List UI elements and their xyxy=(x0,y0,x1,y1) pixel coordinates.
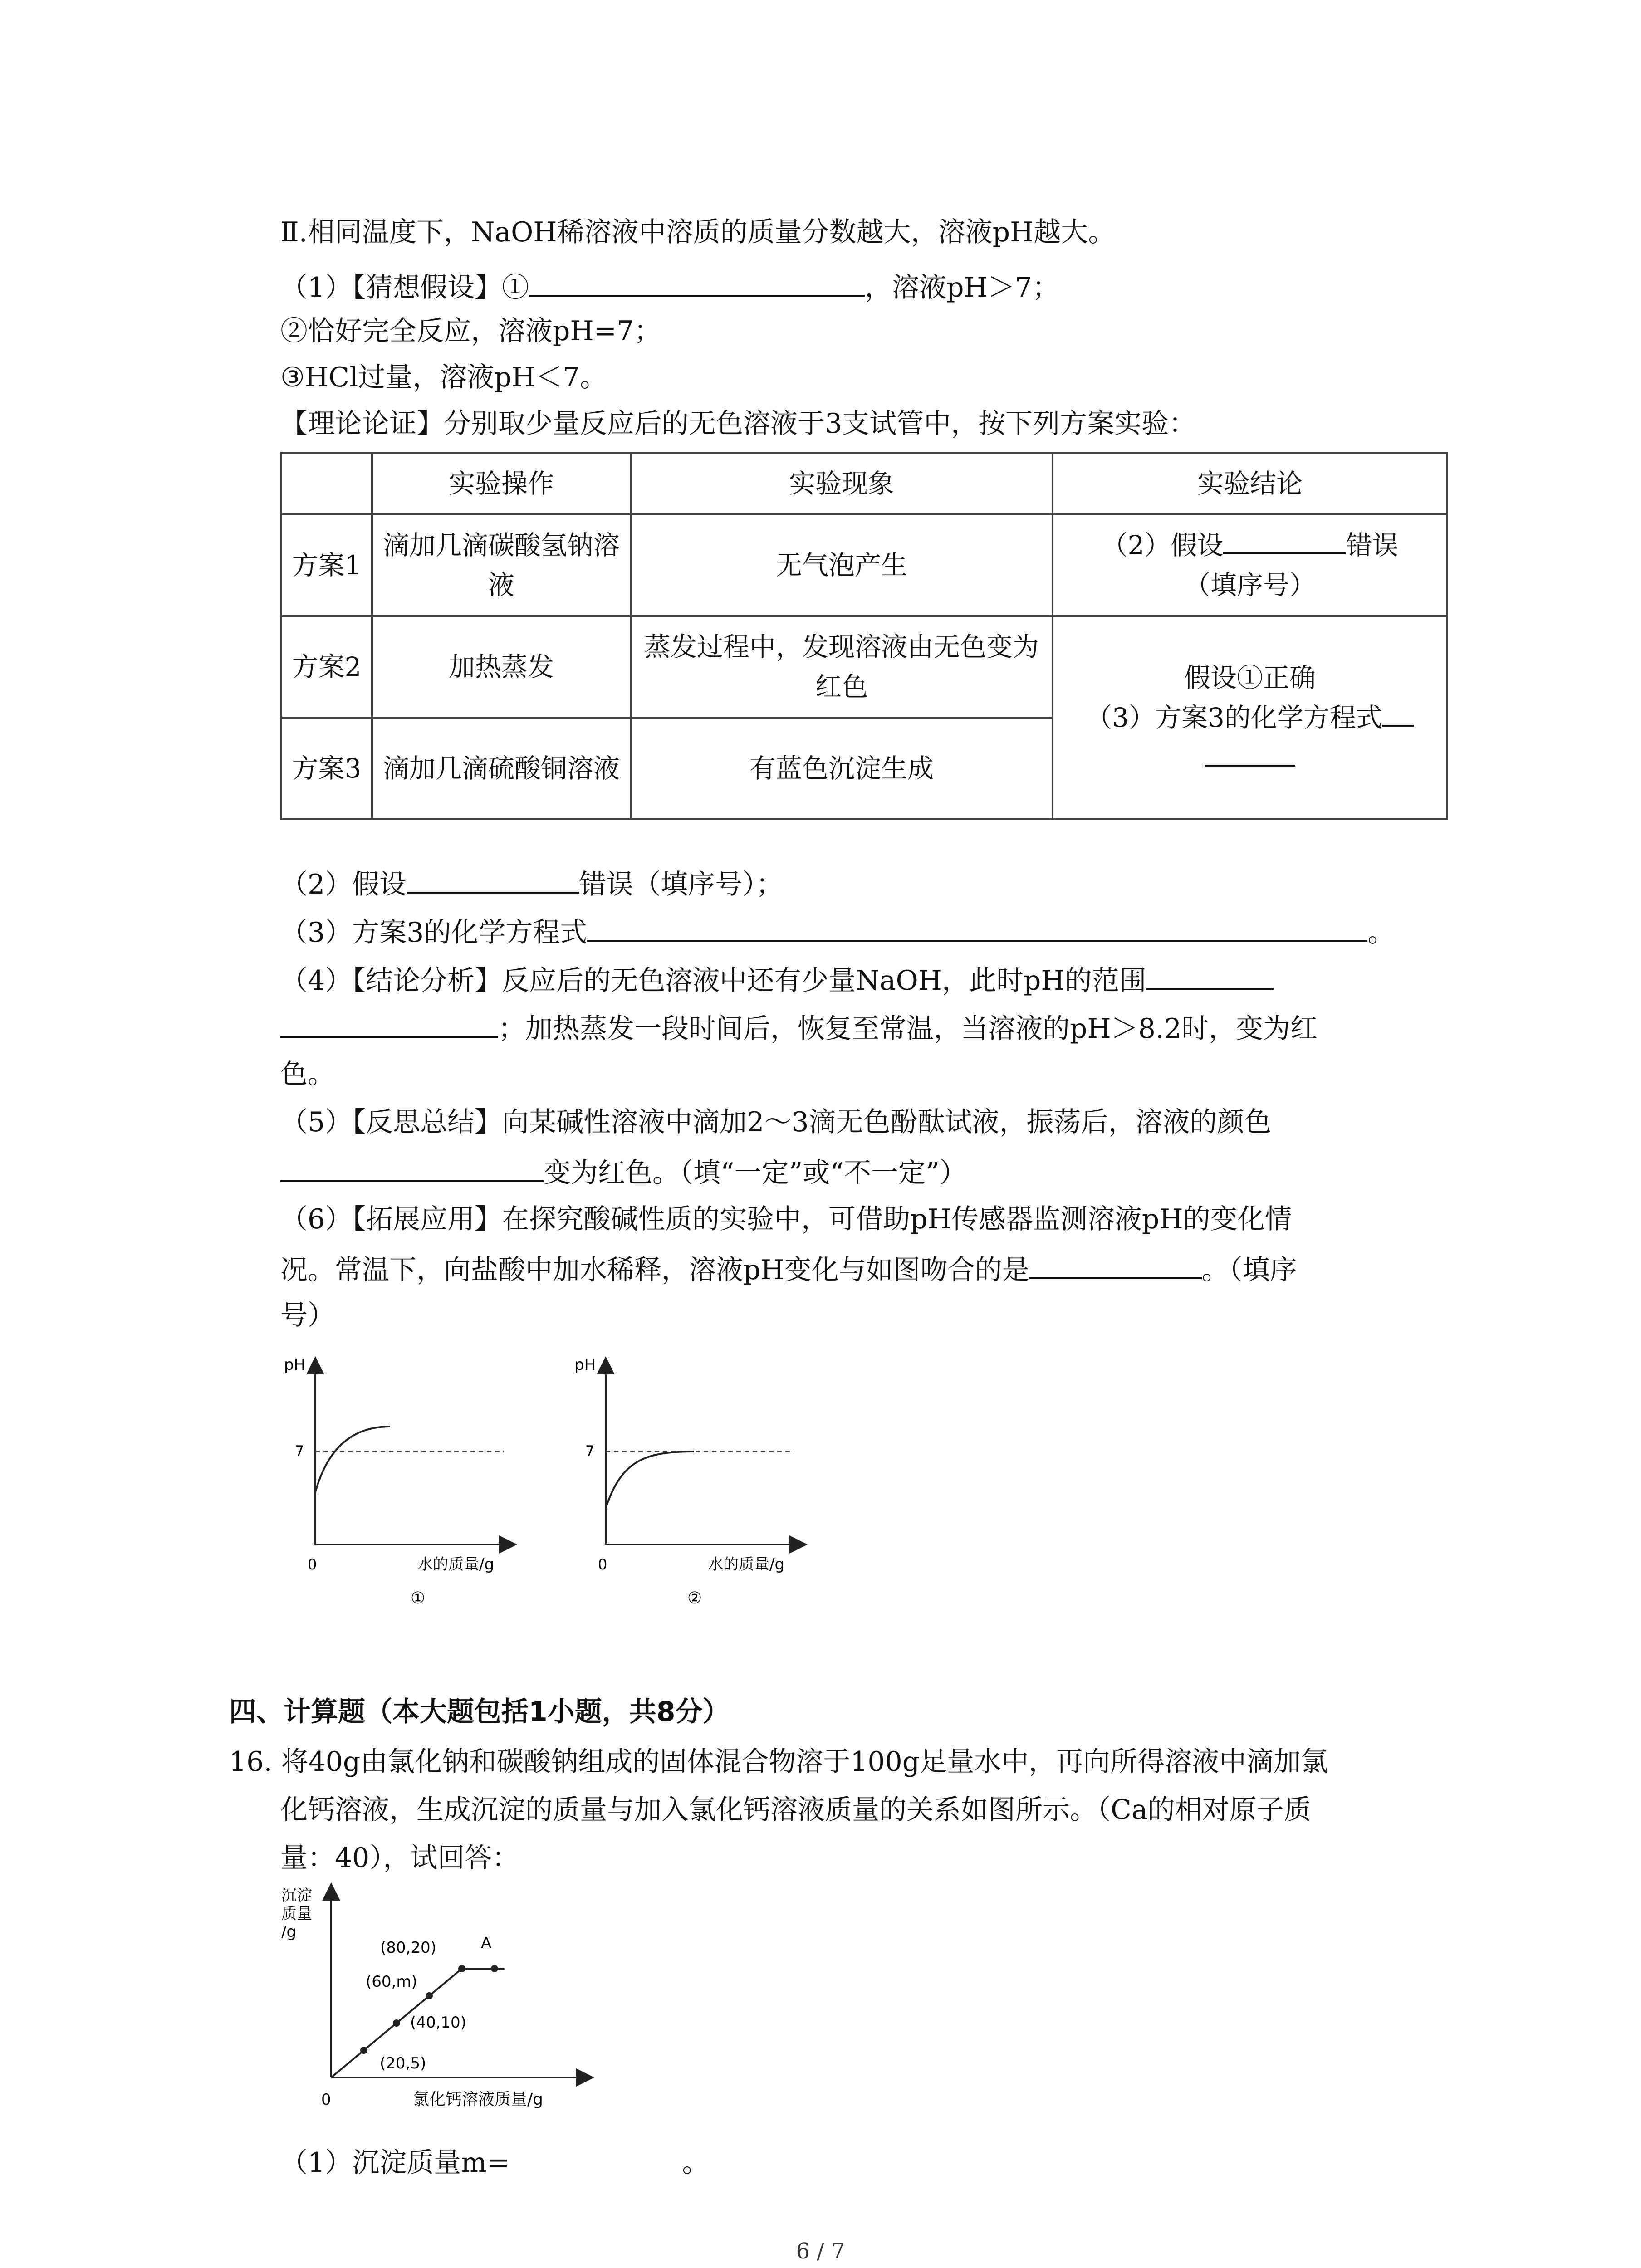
table-row xyxy=(281,616,1447,718)
question-6-line-2 xyxy=(280,1250,1297,1287)
hypothesis-line-3: ③HCl过量，溶液pH＜7。 xyxy=(280,362,607,393)
precipitate-chart xyxy=(268,1878,612,2132)
x-axis-label: 水的质量/g xyxy=(708,1555,785,1574)
y-axis-label: pH xyxy=(574,1356,596,1374)
conclusion-blank[interactable] xyxy=(1223,527,1346,554)
data-point-label: (80,20) xyxy=(380,1939,436,1957)
data-point-label: (20,5) xyxy=(380,2054,426,2072)
question-3 xyxy=(280,913,1395,950)
question-16-line-2: 化钙溶液，生成沉淀的质量与加入氯化钙溶液质量的关系如图所示。（Ca的相对原子质 xyxy=(280,1794,1311,1826)
question-16-part-1-label: （1）沉淀质量m= xyxy=(280,2147,510,2179)
graph-caption: ② xyxy=(687,1589,702,1608)
question-4-blank-a[interactable] xyxy=(1146,961,1274,990)
theory-intro: 【理论论证】分别取少量反应后的无色溶液于3支试管中，按下列方案实验： xyxy=(280,408,1196,440)
data-point xyxy=(426,1992,433,1999)
ph-graph-2 xyxy=(563,1343,817,1624)
x-axis-label: 水的质量/g xyxy=(417,1555,495,1574)
tick-7-label: 7 xyxy=(585,1442,595,1460)
page-number: 6 / 7 xyxy=(796,2239,845,2264)
data-point xyxy=(360,2047,367,2054)
question-3-blank[interactable] xyxy=(587,913,1367,942)
y-axis-label-line-2: 质量 xyxy=(281,1905,312,1923)
y-axis-label: pH xyxy=(284,1356,306,1374)
conclusion-suffix: 错误 xyxy=(1346,530,1399,561)
plan-operation: 滴加几滴碳酸氢钠溶液 xyxy=(372,514,631,616)
question-5-text: 变为红色。（填“一定”或“不一定”） xyxy=(544,1157,967,1189)
plan-name: 方案1 xyxy=(281,514,372,616)
table-header-cell: 实验现象 xyxy=(631,453,1053,514)
question-2 xyxy=(280,865,783,902)
question-4-blank-b[interactable] xyxy=(280,1009,498,1038)
conclusion-note: （填序号） xyxy=(1184,570,1316,601)
question-4-line-1 xyxy=(280,961,1274,998)
question-4-text-2: ；加热蒸发一段时间后，恢复至常温，当溶液的pH＞8.2时，变为红 xyxy=(498,1013,1318,1045)
table-header-row xyxy=(281,453,1447,514)
equation-blank-b[interactable] xyxy=(1205,739,1295,767)
plan-phenomenon: 无气泡产生 xyxy=(631,514,1053,616)
data-point-label: A xyxy=(481,1934,492,1952)
section-4-heading: 四、计算题（本大题包括1小题，共8分） xyxy=(229,1696,730,1728)
question-4-line-3: 色。 xyxy=(280,1058,335,1090)
table-header-cell: 实验结论 xyxy=(1053,453,1447,514)
hypothesis-line-1 xyxy=(280,268,1059,305)
question-5-line-2 xyxy=(280,1153,967,1190)
y-axis-label-line-1: 沉淀 xyxy=(281,1887,312,1905)
question-6-suffix: 。（填序 xyxy=(1201,1254,1297,1286)
question-16-part-1-suffix: 。 xyxy=(682,2147,710,2179)
question-4-text: （4）【结论分析】反应后的无色溶液中还有少量NaOH，此时pH的范围 xyxy=(280,965,1146,997)
plan-operation: 滴加几滴硫酸铜溶液 xyxy=(372,718,631,819)
table-row xyxy=(281,514,1447,616)
data-point xyxy=(458,1965,465,1972)
conclusion-label: （2）假设 xyxy=(1101,530,1224,561)
ph-curve-1 xyxy=(315,1427,390,1492)
ph-curve-2 xyxy=(606,1452,694,1508)
graph-caption: ① xyxy=(411,1589,426,1608)
question-2-label: （2）假设 xyxy=(280,869,407,900)
data-point-label: (60,m) xyxy=(366,1973,417,1991)
equation-label: （3）方案3的化学方程式 xyxy=(1086,702,1382,733)
plan-phenomenon: 蒸发过程中，发现溶液由无色变为红色 xyxy=(631,616,1053,718)
question-3-suffix: 。 xyxy=(1367,917,1395,948)
question-6-blank[interactable] xyxy=(1029,1250,1202,1279)
question-5-blank[interactable] xyxy=(280,1153,544,1182)
origin-label: 0 xyxy=(598,1556,607,1573)
plan-conclusion xyxy=(1053,514,1447,616)
ph-graph-1 xyxy=(272,1343,526,1624)
conclusion-correct: 假设①正确 xyxy=(1184,662,1316,693)
question-2-blank[interactable] xyxy=(407,865,579,894)
question-2-suffix: 错误（填序号）； xyxy=(579,869,784,900)
question-16-part-1 xyxy=(280,2146,709,2180)
question-4-line-2 xyxy=(280,1009,1318,1046)
hypothesis-line-2: ②恰好完全反应，溶液pH=7； xyxy=(280,315,661,347)
question-6-line-3: 号） xyxy=(280,1300,335,1331)
plan-name: 方案2 xyxy=(281,616,372,718)
question-6-text: 况。常温下，向盐酸中加水稀释，溶液pH变化与如图吻合的是 xyxy=(280,1254,1029,1286)
hypothesis-blank[interactable] xyxy=(529,268,865,297)
hypothesis-suffix: ，溶液pH＞7； xyxy=(865,272,1060,303)
experiment-table xyxy=(280,452,1448,820)
question-6-line-1: （6）【拓展应用】在探究酸碱性质的实验中，可借助pH传感器监测溶液pH的变化情 xyxy=(280,1203,1292,1235)
question-5-line-1: （5）【反思总结】向某碱性溶液中滴加2～3滴无色酚酞试液，振荡后，溶液的颜色 xyxy=(280,1106,1272,1138)
table-header-cell: 实验操作 xyxy=(372,453,631,514)
plan-name: 方案3 xyxy=(281,718,372,819)
origin-label: 0 xyxy=(321,2091,331,2109)
precipitate-series xyxy=(331,1934,505,2077)
data-point xyxy=(491,1965,498,1972)
data-point xyxy=(393,2019,400,2027)
question-3-label: （3）方案3的化学方程式 xyxy=(280,917,588,948)
line-naoh-property: Ⅱ.相同温度下，NaOH稀溶液中溶质的质量分数越大，溶液pH越大。 xyxy=(280,216,1116,248)
plan-conclusion-merged xyxy=(1053,616,1447,819)
hypothesis-label: （1）【猜想假设】① xyxy=(280,272,529,303)
question-16-line-1: 16. 将40g由氯化钠和碳酸钠组成的固体混合物溶于100g足量水中，再向所得溶液中滴加氯 xyxy=(229,1746,1328,1778)
equation-blank-a[interactable] xyxy=(1382,699,1414,727)
origin-label: 0 xyxy=(308,1556,317,1573)
x-axis-label: 氯化钙溶液质量/g xyxy=(413,2090,543,2109)
table-header-cell xyxy=(281,453,372,514)
question-16-line-3: 量：40），试回答： xyxy=(280,1842,519,1874)
plan-operation: 加热蒸发 xyxy=(372,616,631,718)
plan-phenomenon: 有蓝色沉淀生成 xyxy=(631,718,1053,819)
data-point-label: (40,10) xyxy=(410,2014,466,2032)
tick-7-label: 7 xyxy=(295,1442,304,1460)
y-axis-label-line-3: /g xyxy=(281,1923,297,1941)
